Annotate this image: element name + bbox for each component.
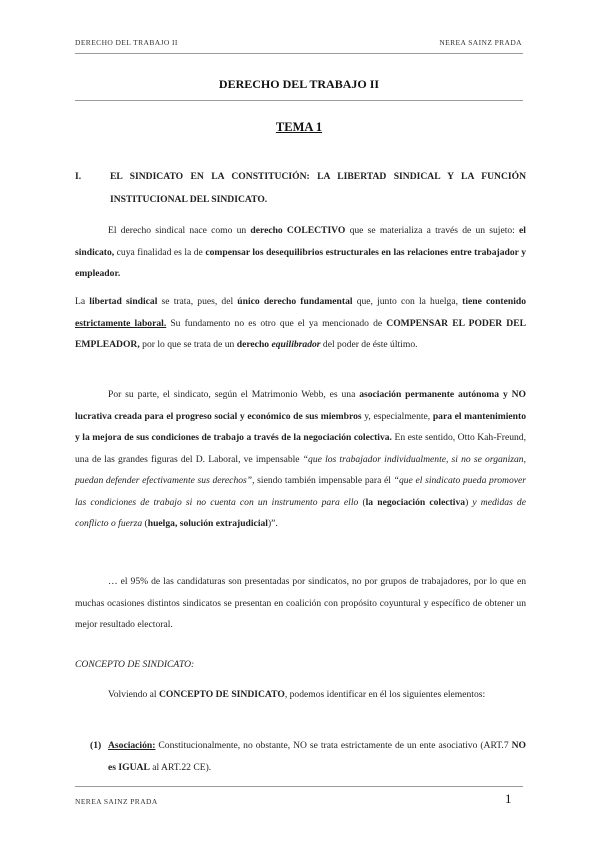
paragraph-1: El derecho sindical nace como un derecho COLECTIVO que se materializa a través de un sujeto: el sindicato, cuya finalidad es la de compensar los desequilibrios estructurales en las relaciones entre trabajador y empleador. [75,225,526,279]
section-number: I. [75,171,82,182]
list-item [90,735,526,773]
item-body: Asociación: Constitucionalmente, no obstante, NO se trata estrictamente de un ente asociativo (ART.7 NO es IGUAL al ART.22 CE). [108,740,526,773]
title-rule [75,100,523,101]
document-title: DERECHO DEL TRABAJO II [218,77,380,91]
paragraph-4: … el 95% de las candidaturas son presentadas por sindicatos, no por grupos de trabajadores, por lo que en muchas ocasiones distintos sindicatos se presentan en coalición con propósito coyuntural y específico de obtener un mejor resultado electoral. [75,576,526,630]
page-number: 1 [505,791,512,806]
paragraph-2: La libertad sindical se trata, pues, del único derecho fundamental que, junto con la huelga, tiene contenido estrictamente laboral. Su fundamento no es otro que el ya mencionado de COMPENSAR EL PODER DEL EMPLEADOR, por lo que se trata de un derecho equilibrador del poder de éste último. [75,296,527,350]
footer-author: NEREA SAINZ PRADA [75,797,158,806]
header-rule [75,53,523,54]
header-right: NEREA SAINZ PRADA [439,38,522,47]
concepto-subheading: CONCEPTO DE SINDICATO: [75,659,195,670]
footer-rule [75,786,523,787]
header-left: DERECHO DEL TRABAJO II [75,38,178,47]
paragraph-3: Por su parte, el sindicato, según el Matrimonio Webb, es una asociación permanente autónoma y NO lucrativa creada para el progreso social y económico de sus miembros y, especialmente, para el mantenimiento y la mejora de sus condiciones de trabajo a través de la negociación colectiva. En este sentido, Otto Kah-Freund, una de las grandes figuras del D. Laboral, ve impensable “que los trabajador individualmente, si no se organizan, puedan defender efectivamente sus derechos”, siendo también impensable para él “que el sindicato pueda promover las condiciones de trabajo si no cuenta con un instrumento para ello (la negociación colectiva) y medidas de conflicto o fuerza (huelga, solución extrajudicial)”. [75,389,527,529]
paragraph-5: Volviendo al CONCEPTO DE SINDICATO, podemos identificar en él los siguientes elementos: [108,689,486,700]
tema-heading: TEMA 1 [275,120,323,134]
item-number: (1) [90,740,102,751]
section-heading: EL SINDICATO EN LA CONSTITUCIÓN: LA LIBERTAD SINDICAL Y LA FUNCIÓN INSTITUCIONAL DEL SINDICATO. [110,171,526,205]
